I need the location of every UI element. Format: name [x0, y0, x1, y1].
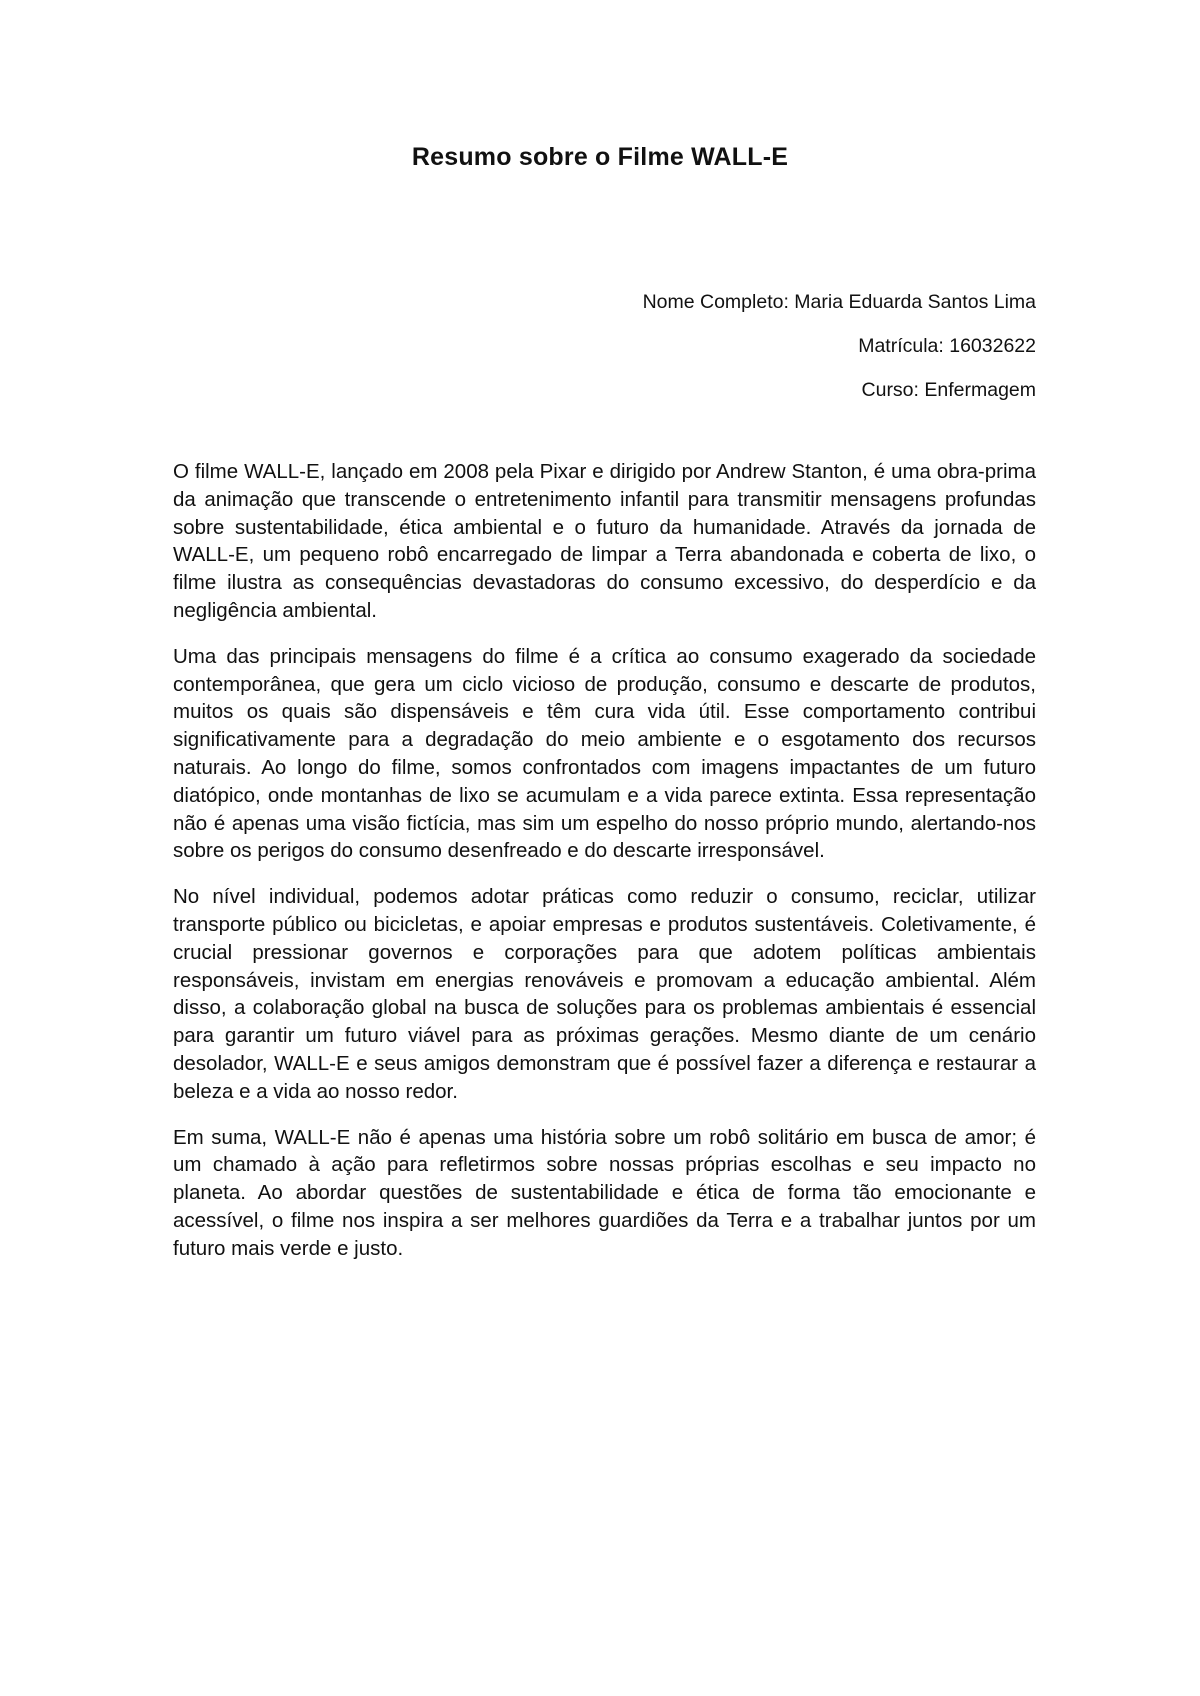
document-body [173, 458, 1036, 1281]
paragraph-1: O filme WALL-E, lançado em 2008 pela Pixar e dirigido por Andrew Stanton, é uma obra-prima da animação que transcende o entretenimento infantil para transmitir mensagens profundas sobre sustentabilidade, ética ambiental e o futuro da humanidade. Através da jornada de WALL-E, um pequeno robô encarregado de limpar a Terra abandonada e coberta de lixo, o filme ilustra as consequências devastadoras do consumo excessivo, do desperdício e da negligência ambiental. [173, 460, 1036, 622]
student-registration: Matrícula: 16032622 [858, 335, 1036, 357]
document-title: Resumo sobre o Filme WALL-E [411, 143, 789, 171]
student-name: Nome Completo: Maria Eduarda Santos Lima [642, 291, 1036, 313]
paragraph-3: No nível individual, podemos adotar práticas como reduzir o consumo, reciclar, utilizar transporte público ou bicicletas, e apoiar empresas e produtos sustentáveis. Coletivamente, é crucial pressionar governos e corporações para que adotem políticas ambientais responsáveis, invistam em energias renováveis e promovam a educação ambiental. Além disso, a colaboração global na busca de soluções para os problemas ambientais é essencial para garantir um futuro viável para as próximas gerações. Mesmo diante de um cenário desolador, WALL-E e seus amigos demonstram que é possível fazer a diferença e restaurar a beleza e a vida ao nosso redor. [173, 885, 1036, 1103]
paragraph-2: Uma das principais mensagens do filme é a crítica ao consumo exagerado da sociedade contemporânea, que gera um ciclo vicioso de produção, consumo e descarte de produtos, muitos os quais são dispensáveis e têm cura vida útil. Esse comportamento contribui significativamente para a degradação do meio ambiente e o esgotamento dos recursos naturais. Ao longo do filme, somos confrontados com imagens impactantes de um futuro diatópico, onde montanhas de lixo se acumulam e a vida parece extinta. Essa representação não é apenas uma visão fictícia, mas sim um espelho do nosso próprio mundo, alertando-nos sobre os perigos do consumo desenfreado e do descarte irresponsável. [173, 644, 1036, 863]
paragraph-4: Em suma, WALL-E não é apenas uma história sobre um robô solitário em busca de amor; é um chamado à ação para refletirmos sobre nossas próprias escolhas e seu impacto no planeta. Ao abordar questões de sustentabilidade e ética de forma tão emocionante e acessível, o filme nos inspira a ser melhores guardiões da Terra e a trabalhar juntos por um futuro mais verde e justo. [173, 1125, 1036, 1260]
student-info [643, 280, 1036, 412]
student-course: Curso: Enfermagem [861, 379, 1036, 401]
